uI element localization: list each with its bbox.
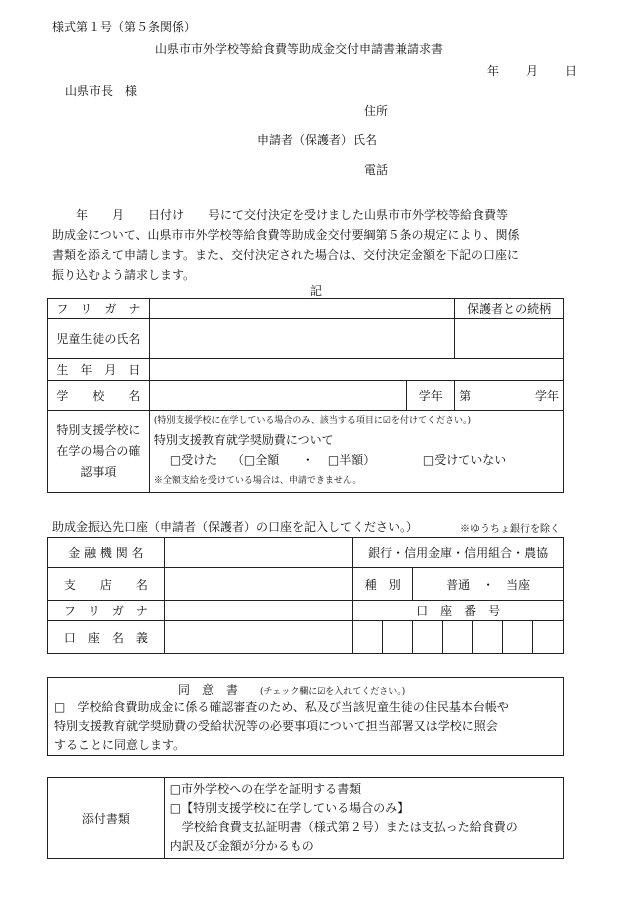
form-title: 山県市市外学校等給食費等助成金交付申請書兼請求書 — [155, 42, 444, 56]
student-name-label: 児童生徒の氏名 — [48, 319, 150, 359]
account-digit[interactable] — [503, 621, 533, 654]
birthdate-label: 生 年 月 日 — [48, 359, 150, 381]
attachment-item-1[interactable]: □市外学校への在学を証明する書類 — [169, 782, 362, 796]
separator-dot: ・ — [301, 453, 314, 467]
furigana-label: フ リ ガ ナ — [48, 299, 150, 319]
account-type-options[interactable]: 普通 ・ 当座 — [413, 568, 564, 601]
applicant-label: 申請者（保護者）氏名 — [257, 133, 378, 147]
body-line: 助成金について、山県市市外学校等給食費等助成金交付要綱第５条の規定により、関係 — [52, 228, 520, 242]
full-checkbox[interactable]: （□全額 — [231, 453, 280, 467]
consent-line: することに同意します。 — [54, 738, 186, 752]
special-question: 特別支援教育就学奨励費について — [153, 433, 334, 447]
bank-furigana-label: フ リ ガ ナ — [48, 601, 165, 621]
phone-label: 電話 — [364, 163, 389, 177]
attachments-label: 添付書類 — [48, 778, 165, 859]
consent-box — [47, 677, 564, 756]
bank-furigana-field[interactable] — [164, 601, 353, 621]
account-digit[interactable] — [473, 621, 503, 654]
attachments-list — [164, 778, 563, 859]
attachment-item-2[interactable]: □【特別支援学校に在学している場合のみ】 — [169, 801, 410, 815]
address-label: 住所 — [364, 104, 389, 118]
form-number: 様式第１号（第５条関係） — [52, 20, 197, 34]
consent-title-note: (チェック欄に☑を入れてください。) — [260, 687, 406, 697]
institution-field[interactable] — [164, 538, 353, 568]
branch-label: 支 店 名 — [48, 568, 165, 601]
bank-table — [47, 537, 564, 654]
grade-label: 学年 — [407, 381, 455, 411]
half-checkbox[interactable]: □半額） — [327, 453, 376, 467]
body-line: 年 月 日付け 号にて交付決定を受けました山県市市外学校等給食費等 — [52, 208, 509, 222]
special-school-cell — [149, 411, 563, 493]
account-digit[interactable] — [443, 621, 473, 654]
guardian-relation-field[interactable] — [455, 319, 564, 359]
student-name-field[interactable] — [149, 319, 454, 359]
special-warning: ※全額支給を受けている場合は、申請できません。 — [153, 476, 362, 486]
date-day: 日 — [565, 64, 578, 78]
bank-heading: 助成金振込先口座（申請者（保護者）の口座を記入してください。） — [52, 520, 419, 534]
date-month: 月 — [526, 64, 539, 78]
student-table — [47, 298, 564, 493]
addressee: 山県市長 様 — [65, 84, 138, 98]
attachment-item-2-detail: 学校給食費支払証明書（様式第２号）または支払った給食費の — [169, 820, 518, 834]
branch-field[interactable] — [164, 568, 353, 601]
consent-body — [54, 698, 509, 755]
attachments-table — [47, 777, 564, 859]
birthdate-field[interactable] — [149, 359, 563, 381]
consent-checkbox-line[interactable]: □ 学校給食費助成金に係る確認審査のため、私及び当該児童生徒の住民基本台帳や — [54, 700, 509, 714]
grade-label-2: 学年 — [534, 389, 559, 403]
furigana-field[interactable] — [149, 299, 454, 319]
account-digit[interactable] — [413, 621, 443, 654]
dai-label: 第 — [459, 389, 472, 403]
attachment-item-2-detail: 内訳及び金額が分かるもの — [169, 839, 314, 853]
institution-types: 銀行・信用金庫・信用組合・農協 — [353, 538, 564, 568]
account-holder-field[interactable] — [164, 621, 353, 654]
body-paragraph — [52, 205, 520, 285]
account-digit[interactable] — [383, 621, 413, 654]
guardian-relation-label: 保護者との続柄 — [455, 299, 564, 319]
account-holder-label: 口 座 名 義 — [48, 621, 165, 654]
account-digit[interactable] — [532, 621, 563, 654]
ki-label: 記 — [310, 284, 323, 298]
consent-line: 特別支援教育就学奨励費の受給状況等の必要事項について担当部署又は学校に照会 — [54, 719, 498, 733]
special-note: (特別支援学校に在学している場合のみ、該当する項目に☑を付けてください。) — [153, 416, 471, 426]
special-school-label: 特別支援学校に在学の場合の確認事項 — [48, 411, 150, 493]
institution-label: 金 融 機 関 名 — [48, 538, 165, 568]
received-checkbox[interactable]: □受けた — [169, 453, 218, 467]
account-number-label: 口 座 番 号 — [353, 601, 564, 621]
bank-heading-note: ※ゆうちょ銀行を除く — [460, 524, 560, 535]
account-digit[interactable] — [353, 621, 383, 654]
body-line: 書類を添えて申請します。また、交付決定された場合は、交付決定金額を下記の口座に — [52, 248, 520, 262]
grade-field[interactable] — [455, 381, 564, 411]
school-field[interactable] — [149, 381, 406, 411]
consent-title: 同 意 書 — [178, 683, 239, 697]
not-received-checkbox[interactable]: □受けていない — [422, 453, 507, 467]
body-line: 振り込むよう請求します。 — [52, 268, 196, 282]
date-year: 年 — [487, 64, 500, 78]
school-label: 学 校 名 — [48, 381, 150, 411]
account-type-label: 種 別 — [353, 568, 413, 601]
